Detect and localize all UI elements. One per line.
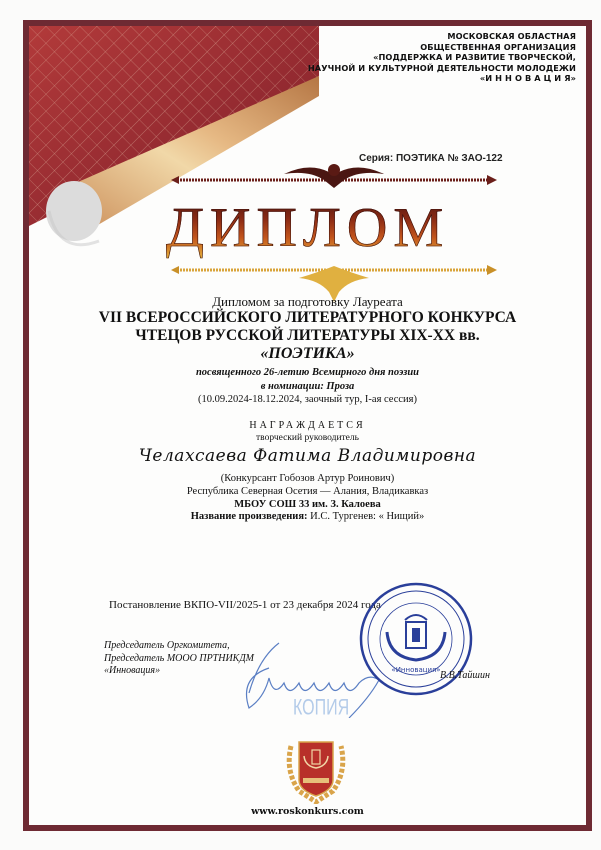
svg-text:«Инновация»: «Инновация» [391, 666, 441, 674]
organization-header [308, 31, 576, 84]
org-line: ОБЩЕСТВЕННАЯ ОРГАНИЗАЦИЯ [420, 41, 576, 52]
series-number: Серия: ПОЭТИКА № ЗАО-122 [359, 153, 503, 164]
signatory-name: В.В.Тайшин [440, 670, 490, 681]
diploma-page [29, 26, 586, 825]
top-ornament-icon [169, 158, 499, 198]
website-link: www.roskonkurs.com [251, 806, 364, 817]
org-line: «И Н Н О В А Ц И Я» [479, 73, 576, 84]
org-line: НАУЧНОЙ И КУЛЬТУРНОЙ ДЕЯТЕЛЬНОСТИ МОЛОДЕЖИ [307, 62, 576, 73]
contest-title: VII ВСЕРОССИЙСКОГО ЛИТЕРАТУРНОГО КОНКУРСА ЧТЕЦОВ РУССКОЙ ЛИТЕРАТУРЫ XIX-XX вв. [98, 309, 517, 344]
diploma-frame [23, 20, 592, 831]
recipient-role: творческий руководитель [256, 433, 359, 443]
org-line: «ПОДДЕРЖКА И РАЗВИТИЕ ТВОРЧЕСКОЙ, [373, 52, 576, 63]
recipient-name: Челахсаева Фатима Владимировна [138, 446, 477, 466]
diploma-title: ДИПЛОМ [165, 197, 450, 259]
recipient-details: (Конкурсант Гобозов Артур Роинович) Республика Северная Осетия — Алания, Владикавказ МБОУ СОШ 33 им. З. Калоева [186, 473, 429, 510]
contest-name: «ПОЭТИКА» [260, 345, 355, 362]
decree-text: Постановление ВКПО-VII/2025-1 от 23 декабря 2024 года [109, 599, 381, 611]
signatory-title: Председатель Оргкомитета, Председатель МООО ПРТНИКДМ «Инновация» [104, 640, 255, 676]
work-title: Название произведения: И.С. Тургенев: « Нищий» [190, 511, 425, 522]
award-intro: Дипломом за подготовку Лауреата [212, 294, 403, 309]
contest-dates: (10.09.2024-18.12.2024, заочный тур, I-ая сессия) [197, 394, 417, 405]
awarded-label: НАГРАЖДАЕТСЯ [249, 420, 366, 431]
org-line: МОСКОВСКАЯ ОБЛАСТНАЯ [447, 31, 576, 41]
contest-dedication: посвященного 26-летию Всемирного дня поэзии в номинации: Проза [195, 367, 420, 392]
organization-emblem-icon [285, 736, 347, 804]
copy-stamp: КОПИЯ [293, 696, 350, 721]
